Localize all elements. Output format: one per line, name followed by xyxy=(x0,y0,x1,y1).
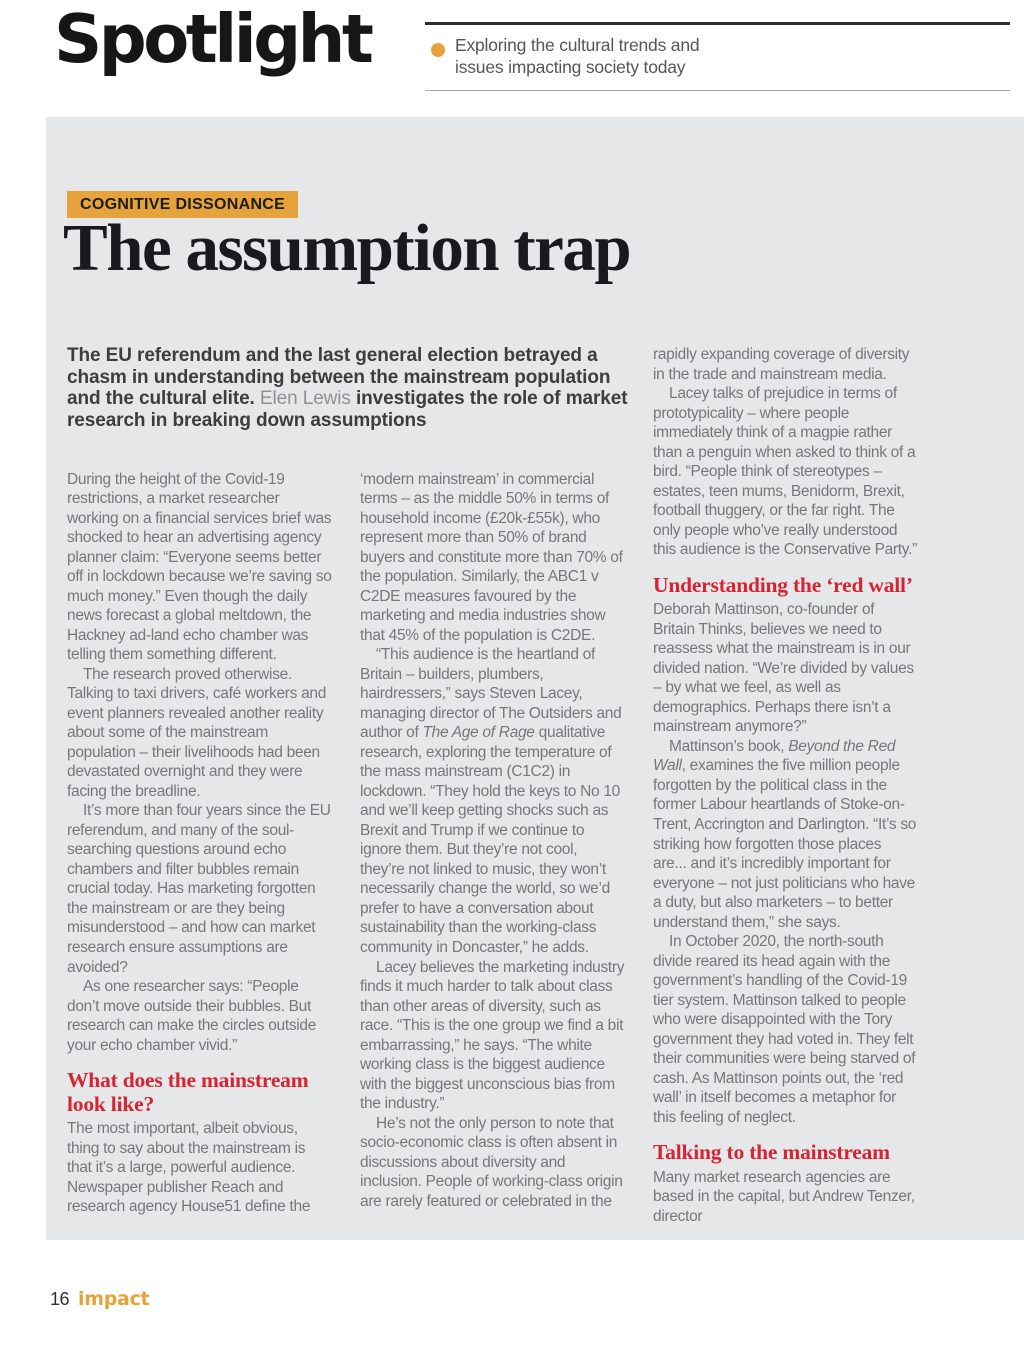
tagline-line-1: Exploring the cultural trends and xyxy=(455,35,700,55)
body-paragraph: “This audience is the heartland of Britain – builders, plumbers, hairdressers,” says Steven Lacey, managing director of The Outsiders and author of The Age of Rage qualitative research, exploring the temperature of the mass mainstream (C1C2) in lockdown. “They hold the keys to No 10 and we’ll keep getting shocks such as Brexit and Trump if we continue to ignore them. But they’re not cool, they’re not linked to music, they won’t necessarily change the world, so we’d prefer to have a conversation about sustainability than the working-class community in Doncaster,” he adds. xyxy=(360,646,622,956)
section-tagline xyxy=(455,34,699,78)
article-panel xyxy=(46,117,1024,1240)
standfirst-text: investigates the role of market research in breaking down assumptions xyxy=(67,388,628,431)
section-heading: Understanding the ‘red wall’ xyxy=(653,572,913,597)
bullet-dot-icon xyxy=(431,43,445,57)
article-title: The assumption trap xyxy=(63,211,631,285)
article-column-1 xyxy=(67,470,332,1227)
body-paragraph: The most important, albeit obvious, thing to say about the mainstream is that it’s a large, powerful audience. Newspaper publisher Reach and research agency House51 define the xyxy=(67,1120,311,1216)
body-paragraph: In October 2020, the north-south divide reared its head again with the government’s handling of the Covid-19 tier system. Mattinson talked to people who were disappointed with the Tory government they had voted in. They felt their communities were being starved of cash. As Mattinson points out, the ‘red wall’ in itself becomes a metaphor for this feeling of neglect. xyxy=(653,933,916,1126)
section-heading: What does the mainstream look like? xyxy=(67,1068,309,1116)
article-column-2 xyxy=(360,470,625,1227)
article-content xyxy=(67,345,918,1226)
page-header xyxy=(0,0,1024,117)
article-column-3 xyxy=(653,345,918,1226)
body-paragraph: During the height of the Covid-19 restrictions, a market researcher working on a financial services brief was shocked to hear an advertising agency planner claim: “Everyone seems better off in lockdown because we’re saving so much money.” Even though the daily news forecast a global meltdown, the Hackney ad-land echo chamber was telling them something different. xyxy=(67,470,332,664)
author-byline: Elen Lewis xyxy=(259,388,351,410)
book-title: The Age of Rage xyxy=(422,724,535,742)
body-paragraph: Deborah Mattinson, co-founder of Britain Thinks, believes we need to reassess what the mainstream is in our divided nation. “We’re divided by values – by what we feel, as well as demographics. Perhaps there isn’t a mainstream anymore?” xyxy=(653,601,914,736)
header-tagline-block xyxy=(425,22,1010,91)
body-paragraph: The research proved otherwise. Talking to taxi drivers, café workers and event planners revealed another reality about some of the mainstream population – their livelihoods had been devastated overnight and they were facing the breadline. xyxy=(67,665,327,800)
book-title: Beyond the Red Wall xyxy=(653,737,896,775)
body-paragraph: Lacey believes the marketing industry finds it much harder to talk about class than other areas of diversity, such as race. “This is the one group we find a bit embarrassing,” he says. “The white working class is the biggest audience with the biggest unconscious bias from the industry.” xyxy=(360,958,625,1113)
impact-magazine-logo: impact xyxy=(78,1288,150,1310)
body-paragraph: Many market research agencies are based in the capital, but Andrew Tenzer, director xyxy=(653,1168,915,1225)
body-paragraph: As one researcher says: “People don’t move outside their bubbles. But research can make the circles outside your echo chamber vivid.” xyxy=(67,978,317,1054)
tagline-line-2: issues impacting society today xyxy=(455,57,686,78)
body-paragraph: Mattinson’s book, Beyond the Red Wall, examines the five million people forgotten by the political class in the former Labour heartlands of Stoke-on-Trent, Accrington and Darlington. “It’s so striking how forgotten those places are... and it’s incredibly important for everyone – not just politicians who have a duty, but also marketers – to better understand them,” she says. xyxy=(653,737,917,931)
standfirst-text: The EU referendum and the last general election betrayed a chasm in understanding between the mainstream population and the cultural elite. xyxy=(67,345,611,410)
body-paragraph: It’s more than four years since the EU referendum, and many of the soul-searching questions around echo chambers and filter bubbles remain crucial today. Has marketing forgotten the mainstream or are they being misunderstood – and how can market research ensure assumptions are avoided? xyxy=(67,802,331,976)
standfirst xyxy=(67,345,645,432)
body-paragraph: Lacey talks of prejudice in terms of prototypicality – where people immediately think of a magpie rather than a penguin when asked to think of a bird. “People think of stereotypes – estates, teen mums, Benidorm, Brexit, football thuggery, or the far right. The only people who’ve really understood this audience is the Conservative Party.” xyxy=(653,385,917,559)
page-number: 16 xyxy=(50,1289,70,1309)
body-paragraph: He’s not the only person to note that socio-economic class is often absent in discussions about diversity and inclusion. People of working-class origin are rarely featured or celebrated in the xyxy=(360,1114,623,1210)
body-paragraph: rapidly expanding coverage of diversity in the trade and mainstream media. xyxy=(653,346,910,383)
body-paragraph: ‘modern mainstream’ in commercial terms – as the middle 50% in terms of household income (£20k-£55k), who represent more than 50% of brand buyers and constitute more than 70% of the population. Similarly, the ABC1 v C2DE measures favoured by the marketing and media industries show that 45% of the population is C2DE. xyxy=(360,470,623,644)
kicker-badge: COGNITIVE DISSONANCE xyxy=(67,191,298,218)
section-heading: Talking to the mainstream xyxy=(653,1140,890,1165)
spotlight-logo: Spotlight xyxy=(54,0,371,78)
page-footer xyxy=(50,1288,149,1310)
